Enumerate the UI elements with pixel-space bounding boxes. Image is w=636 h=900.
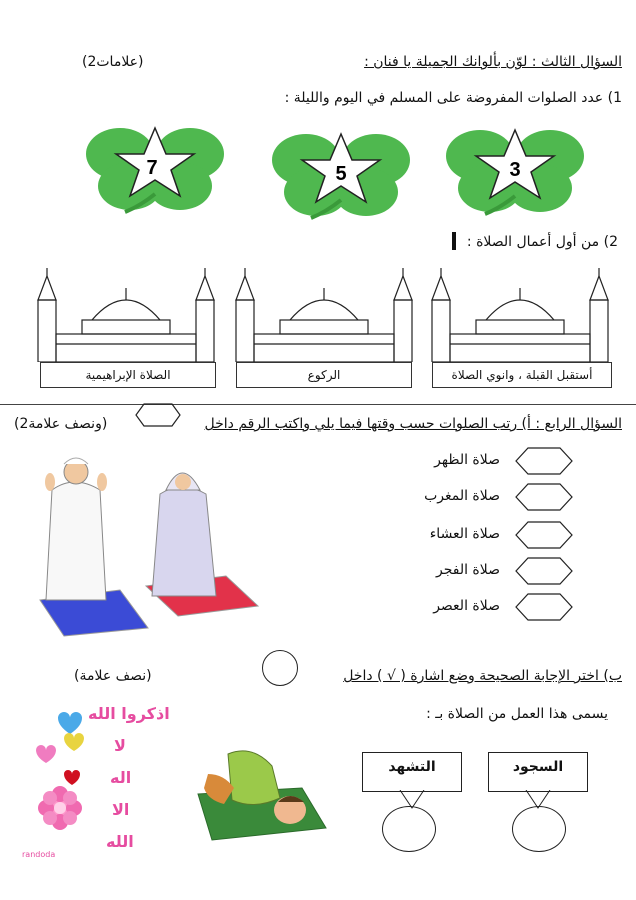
hexagon-input-isha[interactable] xyxy=(514,520,574,550)
mosque-drawing-3 xyxy=(428,262,612,362)
star-number-3: 3 xyxy=(509,159,521,181)
credit-text: randoda xyxy=(22,850,56,859)
zikr-word-4: الله xyxy=(106,832,134,851)
hexagon-example-icon xyxy=(134,402,182,428)
zikr-heading: اذكروا الله xyxy=(88,704,170,723)
cursor-bar xyxy=(452,232,456,250)
option-box-sujood: السجود xyxy=(488,752,588,792)
clover-star-3 xyxy=(440,126,590,216)
star-number-7: 7 xyxy=(146,157,158,179)
hexagon-input-dhuhr[interactable] xyxy=(514,446,574,476)
mosque-label-qibla: أستقبل القبلة ، وانوي الصلاة xyxy=(432,362,612,388)
clover-star-7 xyxy=(80,124,230,214)
circle-example-icon xyxy=(262,650,298,686)
hexagon-input-maghrib[interactable] xyxy=(514,482,574,512)
prayer-maghrib: صلاة المغرب xyxy=(424,488,500,504)
connector-lines xyxy=(362,790,588,810)
mosque-label-ibrahimiya: الصلاة الإبراهيمية xyxy=(40,362,216,388)
zikr-word-1: لا xyxy=(114,736,126,755)
prayer-asr: صلاة العصر xyxy=(433,598,500,614)
zikr-word-3: الا xyxy=(112,800,130,819)
clover-star-5 xyxy=(266,130,416,220)
sujood-illustration xyxy=(194,744,328,844)
hexagon-input-asr[interactable] xyxy=(514,592,574,622)
hexagon-input-fajr[interactable] xyxy=(514,556,574,586)
star-number-5: 5 xyxy=(335,163,347,185)
prayer-isha: صلاة العشاء xyxy=(429,526,500,542)
section-divider xyxy=(0,404,636,405)
hearts-decoration xyxy=(30,704,100,854)
prayer-dhuhr: صلاة الظهر xyxy=(434,452,500,468)
q4-title: السؤال الرابع : أ) رتب الصلوات حسب وقتها فيما يلي واكتب الرقم داخل xyxy=(204,416,622,432)
partb-question: يسمى هذا العمل من الصلاة بـ : xyxy=(426,706,608,722)
q3-title: السؤال الثالث : لوّن بألوانك الجميلة يا فنان : xyxy=(364,54,622,70)
option-box-tashahhud: التشهد xyxy=(362,752,462,792)
item1-text: 1) عدد الصلوات المفروضة على المسلم في اليوم والليلة : xyxy=(284,90,622,106)
mosque-label-rukoo: الركوع xyxy=(236,362,412,388)
answer-circle-sujood[interactable] xyxy=(512,806,566,852)
zikr-word-2: اله xyxy=(110,768,132,787)
prayer-fajr: صلاة الفجر xyxy=(435,562,500,578)
item2-text: 2) من أول أعمال الصلاة : xyxy=(466,234,618,250)
partb-marks: (نصف علامة) xyxy=(74,668,152,684)
q4-marks: (2ونصف علامة) xyxy=(14,416,108,432)
partb-title: ب) اختر الإجابة الصحيحة وضع اشارة ( √ ) داخل xyxy=(343,668,622,684)
mosque-drawing-1 xyxy=(34,262,218,362)
q3-marks: (2علامات) xyxy=(82,54,144,70)
answer-circle-tashahhud[interactable] xyxy=(382,806,436,852)
praying-children-illustration xyxy=(30,450,270,640)
mosque-drawing-2 xyxy=(232,262,416,362)
